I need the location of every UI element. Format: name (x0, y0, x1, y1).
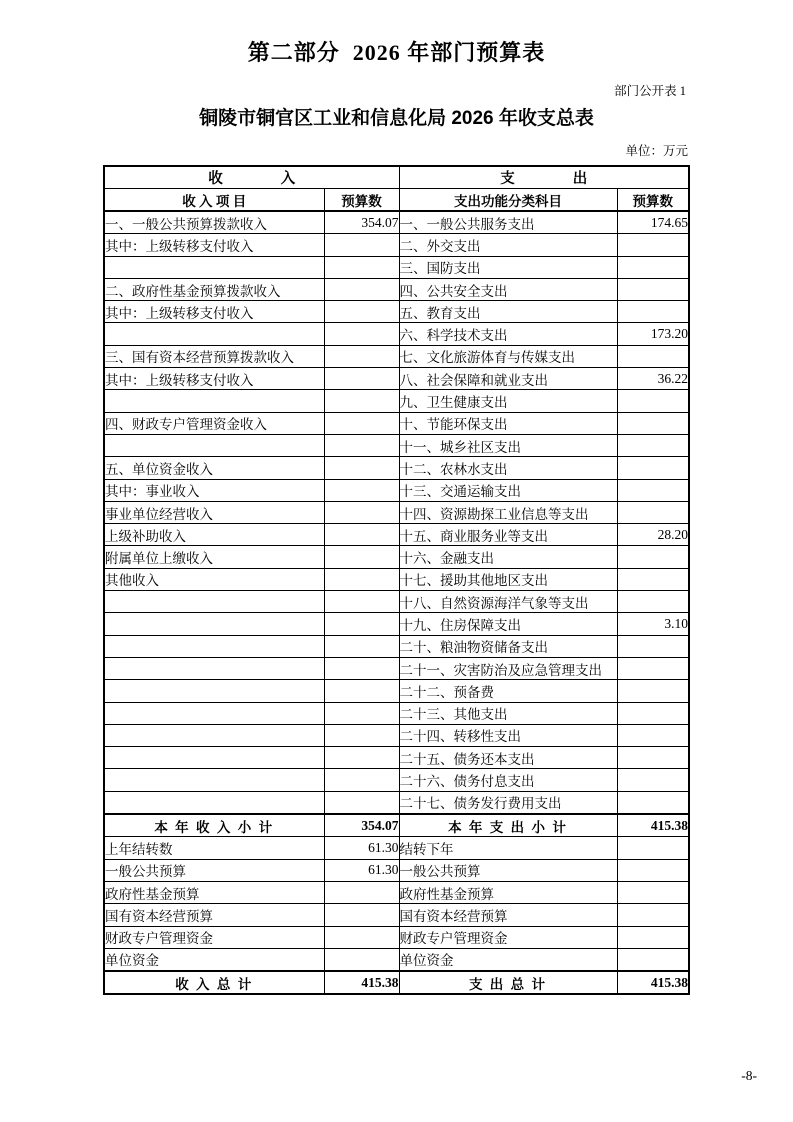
income-item-cell (104, 702, 324, 724)
expense-item-cell: 十、节能环保支出 (399, 412, 617, 434)
table-row (104, 278, 689, 300)
income-item-cell (104, 635, 324, 657)
table-row (104, 457, 689, 479)
income-item-column-header: 收 入 项 目 (104, 189, 324, 212)
income-item-cell: 其他收入 (104, 568, 324, 590)
table-row (104, 814, 689, 837)
expense-item-cell: 十四、资源勘探工业信息等支出 (399, 501, 617, 523)
expense-item-cell: 十二、农林水支出 (399, 457, 617, 479)
table-row (104, 591, 689, 613)
table-row (104, 211, 689, 234)
expense-budget-cell (617, 635, 689, 657)
expense-item-cell: 四、公共安全支出 (399, 278, 617, 300)
income-item-cell: 收 入 总 计 (104, 971, 324, 994)
income-budget-cell (324, 926, 399, 948)
income-budget-cell (324, 724, 399, 746)
expense-item-cell: 支 出 总 计 (399, 971, 617, 994)
income-item-cell: 四、财政专户管理资金收入 (104, 412, 324, 434)
income-item-cell: 其中：上级转移支付收入 (104, 301, 324, 323)
table-row (104, 635, 689, 657)
expense-budget-cell (617, 434, 689, 456)
table-row (104, 368, 689, 390)
income-item-cell: 附属单位上缴收入 (104, 546, 324, 568)
income-budget-cell (324, 546, 399, 568)
income-budget-column-header: 预算数 (324, 189, 399, 212)
expense-budget-cell (617, 546, 689, 568)
expense-item-cell: 二、外交支出 (399, 234, 617, 256)
table-row (104, 769, 689, 791)
income-budget-cell (324, 457, 399, 479)
expense-budget-cell (617, 747, 689, 769)
expense-item-cell: 结转下年 (399, 837, 617, 859)
part-title: 第二部分 2026 年部门预算表 (247, 40, 546, 65)
expense-item-cell: 十三、交通运输支出 (399, 479, 617, 501)
income-item-cell (104, 390, 324, 412)
table-row (104, 747, 689, 769)
income-item-cell: 单位资金 (104, 948, 324, 971)
page-title: 铜陵市铜官区工业和信息化局 2026 年收支总表 (199, 108, 594, 129)
budget-table-body (104, 211, 689, 994)
table-row (104, 390, 689, 412)
income-item-cell (104, 434, 324, 456)
table-row (104, 904, 689, 926)
expense-budget-cell (617, 345, 689, 367)
income-budget-cell: 354.07 (324, 211, 399, 234)
expense-group-header: 支 出 (399, 166, 689, 189)
expense-item-cell: 十六、金融支出 (399, 546, 617, 568)
expense-budget-cell: 36.22 (617, 368, 689, 390)
income-item-cell: 财政专户管理资金 (104, 926, 324, 948)
income-budget-cell: 61.30 (324, 859, 399, 881)
income-item-cell: 上年结转数 (104, 837, 324, 859)
income-budget-cell: 354.07 (324, 814, 399, 837)
table-row (104, 881, 689, 903)
table-row (104, 568, 689, 590)
expense-budget-column-header: 预算数 (617, 189, 689, 212)
expense-item-cell: 六、科学技术支出 (399, 323, 617, 345)
expense-item-cell: 单位资金 (399, 948, 617, 971)
income-item-cell (104, 256, 324, 278)
income-item-cell (104, 791, 324, 814)
expense-item-cell: 二十四、转移性支出 (399, 724, 617, 746)
expense-budget-cell (617, 837, 689, 859)
table-row (104, 546, 689, 568)
income-item-cell: 事业单位经营收入 (104, 501, 324, 523)
income-budget-cell (324, 479, 399, 501)
income-budget-cell (324, 278, 399, 300)
income-budget-cell (324, 256, 399, 278)
table-row (104, 724, 689, 746)
expense-budget-cell: 173.20 (617, 323, 689, 345)
table-row (104, 971, 689, 994)
income-budget-cell: 61.30 (324, 837, 399, 859)
expense-budget-cell (617, 256, 689, 278)
income-budget-cell (324, 881, 399, 903)
table-row (104, 613, 689, 635)
table-row (104, 501, 689, 523)
expense-budget-cell (617, 881, 689, 903)
income-item-cell (104, 724, 324, 746)
income-budget-cell (324, 904, 399, 926)
income-budget-cell (324, 613, 399, 635)
expense-item-cell: 十八、自然资源海洋气象等支出 (399, 591, 617, 613)
table-header-row-groups (104, 166, 689, 189)
expense-item-cell: 国有资本经营预算 (399, 904, 617, 926)
expense-item-column-header: 支出功能分类科目 (399, 189, 617, 212)
table-row (104, 837, 689, 859)
table-header-row-columns (104, 189, 689, 212)
expense-budget-cell (617, 301, 689, 323)
expense-budget-cell (617, 724, 689, 746)
income-budget-cell (324, 345, 399, 367)
table-row (104, 926, 689, 948)
income-item-cell: 本 年 收 入 小 计 (104, 814, 324, 837)
income-budget-cell (324, 368, 399, 390)
income-budget-cell (324, 948, 399, 971)
income-budget-cell (324, 524, 399, 546)
table-row (104, 948, 689, 971)
expense-item-cell: 一般公共预算 (399, 859, 617, 881)
income-item-cell: 其中：上级转移支付收入 (104, 234, 324, 256)
expense-budget-cell (617, 501, 689, 523)
expense-budget-cell: 3.10 (617, 613, 689, 635)
expense-budget-cell (617, 390, 689, 412)
table-row (104, 791, 689, 814)
expense-item-cell: 七、文化旅游体育与传媒支出 (399, 345, 617, 367)
expense-item-cell: 十七、援助其他地区支出 (399, 568, 617, 590)
expense-item-cell: 二十三、其他支出 (399, 702, 617, 724)
income-budget-cell (324, 791, 399, 814)
income-item-cell: 国有资本经营预算 (104, 904, 324, 926)
income-item-cell: 政府性基金预算 (104, 881, 324, 903)
income-item-cell (104, 769, 324, 791)
expense-budget-cell: 28.20 (617, 524, 689, 546)
expense-budget-cell (617, 680, 689, 702)
income-budget-cell: 415.38 (324, 971, 399, 994)
income-item-cell: 上级补助收入 (104, 524, 324, 546)
income-item-cell: 其中：事业收入 (104, 479, 324, 501)
expense-item-cell: 十五、商业服务业等支出 (399, 524, 617, 546)
page-number: -8- (741, 1068, 757, 1083)
income-item-cell (104, 747, 324, 769)
income-budget-cell (324, 390, 399, 412)
expense-item-cell: 二十五、债务还本支出 (399, 747, 617, 769)
income-budget-cell (324, 501, 399, 523)
expense-item-cell: 九、卫生健康支出 (399, 390, 617, 412)
expense-item-cell: 二十一、灾害防治及应急管理支出 (399, 657, 617, 679)
expense-budget-cell: 415.38 (617, 814, 689, 837)
income-budget-cell (324, 702, 399, 724)
table-row (104, 323, 689, 345)
table-row (104, 657, 689, 679)
income-budget-cell (324, 769, 399, 791)
income-item-cell: 二、政府性基金预算拨款收入 (104, 278, 324, 300)
table-row (104, 859, 689, 881)
expense-budget-cell: 174.65 (617, 211, 689, 234)
table-row (104, 680, 689, 702)
table-label: 部门公开表 1 (614, 84, 686, 98)
income-item-cell (104, 613, 324, 635)
expense-budget-cell (617, 278, 689, 300)
expense-budget-cell (617, 791, 689, 814)
income-budget-cell (324, 747, 399, 769)
unit-note: 单位：万元 (625, 144, 688, 158)
income-budget-cell (324, 680, 399, 702)
table-row (104, 412, 689, 434)
table-row (104, 301, 689, 323)
expense-budget-cell: 415.38 (617, 971, 689, 994)
expense-item-cell: 三、国防支出 (399, 256, 617, 278)
income-item-cell: 一般公共预算 (104, 859, 324, 881)
expense-budget-cell (617, 412, 689, 434)
table-row (104, 434, 689, 456)
income-item-cell: 一、一般公共预算拨款收入 (104, 211, 324, 234)
income-budget-cell (324, 234, 399, 256)
expense-item-cell: 五、教育支出 (399, 301, 617, 323)
expense-item-cell: 十一、城乡社区支出 (399, 434, 617, 456)
expense-budget-cell (617, 769, 689, 791)
table-row (104, 234, 689, 256)
table-row (104, 702, 689, 724)
expense-item-cell: 十九、住房保障支出 (399, 613, 617, 635)
income-budget-cell (324, 301, 399, 323)
income-item-cell (104, 323, 324, 345)
expense-budget-cell (617, 904, 689, 926)
expense-budget-cell (617, 568, 689, 590)
expense-budget-cell (617, 926, 689, 948)
table-row (104, 524, 689, 546)
income-budget-cell (324, 657, 399, 679)
expense-item-cell: 政府性基金预算 (399, 881, 617, 903)
income-budget-cell (324, 434, 399, 456)
expense-item-cell: 本 年 支 出 小 计 (399, 814, 617, 837)
income-budget-cell (324, 635, 399, 657)
expense-budget-cell (617, 591, 689, 613)
expense-budget-cell (617, 457, 689, 479)
table-row (104, 345, 689, 367)
expense-item-cell: 二十七、债务发行费用支出 (399, 791, 617, 814)
income-item-cell (104, 680, 324, 702)
income-item-cell: 其中：上级转移支付收入 (104, 368, 324, 390)
expense-budget-cell (617, 657, 689, 679)
expense-budget-cell (617, 479, 689, 501)
expense-budget-cell (617, 859, 689, 881)
expense-item-cell: 二十二、预备费 (399, 680, 617, 702)
income-item-cell: 五、单位资金收入 (104, 457, 324, 479)
income-item-cell (104, 657, 324, 679)
income-budget-cell (324, 568, 399, 590)
expense-budget-cell (617, 234, 689, 256)
expense-budget-cell (617, 948, 689, 971)
expense-item-cell: 二十六、债务付息支出 (399, 769, 617, 791)
table-row (104, 479, 689, 501)
expense-item-cell: 财政专户管理资金 (399, 926, 617, 948)
expense-budget-cell (617, 702, 689, 724)
income-group-header: 收 入 (104, 166, 399, 189)
income-item-cell (104, 591, 324, 613)
income-budget-cell (324, 412, 399, 434)
table-row (104, 256, 689, 278)
expense-item-cell: 八、社会保障和就业支出 (399, 368, 617, 390)
income-budget-cell (324, 591, 399, 613)
budget-table (103, 165, 690, 995)
income-budget-cell (324, 323, 399, 345)
expense-item-cell: 二十、粮油物资储备支出 (399, 635, 617, 657)
expense-item-cell: 一、一般公共服务支出 (399, 211, 617, 234)
income-item-cell: 三、国有资本经营预算拨款收入 (104, 345, 324, 367)
